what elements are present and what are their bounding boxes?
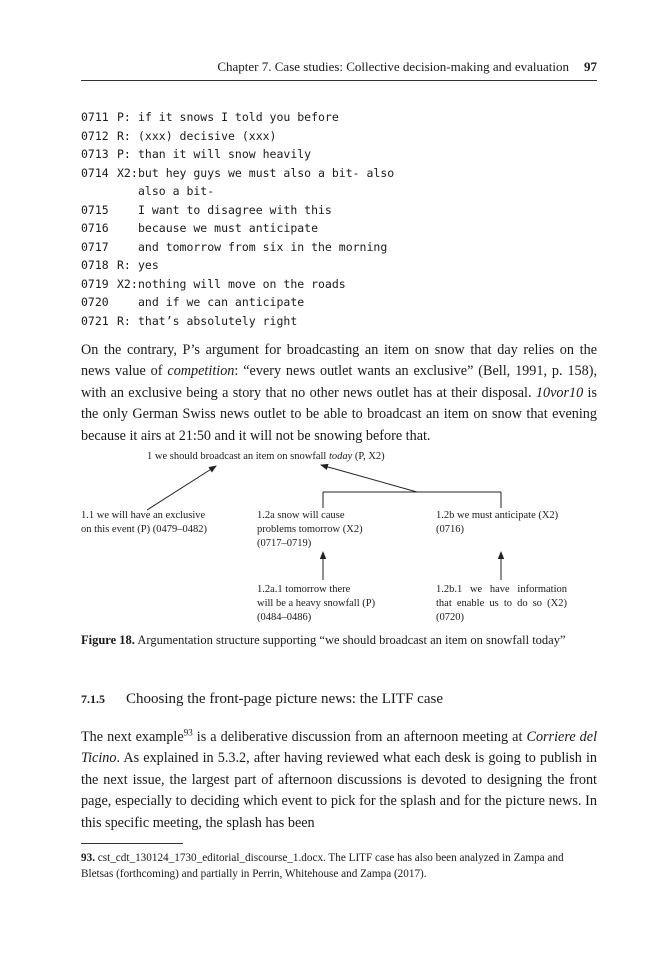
emphasis: Corriere del Ticino [81, 729, 598, 767]
node-1.2a: 1.2a snow will cause problems tomorrow (X2) (0717–0719) [257, 510, 363, 549]
body-paragraph: The next example$^{93}$ is a deliberative discussion from an afternoon meeting at Corriere del Ticino. As explained in 5.3.2, after having reviewed what each desk is going to publish in the next issue, the largest part of afternoon discussions is devoted to designing the front page, especially to deciding which event to pick for the splash and for the picture news. In this specific meeting, the splash has been [81, 727, 598, 831]
transcript-line: 0718 R: yes [81, 258, 159, 272]
arrow-1.2-to-1 [321, 465, 417, 492]
transcript-line: 0717 and tomorrow from six in the morning [81, 239, 388, 254]
arrow-1.1-to-1 [147, 466, 216, 510]
section-number: 7.1.5 [81, 692, 105, 706]
transcript [81, 108, 597, 330]
transcript-line: 0714 X2: but hey guys we must also a bit- also [81, 165, 395, 180]
transcript-line: 0715 I want to disagree with this [81, 202, 332, 217]
transcript-line: 0719 X2: nothing will move on the roads [81, 276, 346, 291]
argumentation-diagram [81, 450, 597, 628]
page-number: 97 [584, 59, 597, 74]
footnote-divider [81, 843, 183, 844]
footnote-number: 93. [81, 852, 95, 864]
figure-caption: Figure 18. Argumentation structure supporting “we should broadcast an item on snowfall today” [81, 633, 566, 647]
emphasis: competition [167, 363, 235, 380]
body-paragraph: On the contrary, P’s argument for broadcasting an item on snow that day relies on the news value of competition: “every news outlet wants an exclusive” (Bell, 1991, p. 158), with an exclusive being a story that no other news outlet has at their disposal. 10vor10 is the only German Swiss news outlet to be able to broadcast an item on snow that evening because it airs at 21:50 and it will not be snowing before that. [81, 342, 598, 444]
node-1: 1 we should broadcast an item on snowfall today (P, X2) [147, 451, 385, 462]
transcript-line: 0713 P: than it will snow heavily [81, 147, 312, 161]
figure-label: Figure 18. [81, 633, 135, 647]
section-heading [81, 691, 597, 708]
transcript-line: also a bit- [138, 184, 215, 198]
transcript-line: 0712 R: (xxx) decisive (xxx) [81, 128, 277, 143]
footnote: 93. cst_cdt_130124_1730_editorial_discourse_1.docx. The LITF case has also been analyzed in Zampa and Bletsas (forthcoming) and partially in Perrin, Whitehouse and Zampa (2017). [81, 852, 564, 880]
emphasis: 10vor10 [535, 384, 584, 401]
transcript-line: 0711 P: if it snows I told you before [81, 110, 339, 124]
section-title: Choosing the front-page picture news: the LITF case [126, 691, 443, 707]
node-1.1: 1.1 we will have an exclusive on this event (P) (0479–0482) [81, 510, 207, 535]
footnote-ref[interactable]: 93 [183, 727, 193, 738]
chapter-title: Chapter 7. Case studies: Collective decision-making and evaluation [217, 59, 569, 74]
running-header [81, 58, 597, 81]
transcript-line: 0721 R: that’s absolutely right [81, 313, 298, 328]
node-1.2a.1: 1.2a.1 tomorrow there will be a heavy snowfall (P) (0484–0486) [257, 584, 376, 623]
node-1.2b.1: 1.2b.1 we have information that enable us to do so (X2) (0720) [436, 584, 567, 623]
transcript-line: 0720 and if we can anticipate [81, 295, 305, 309]
transcript-line: 0716 because we must anticipate [81, 221, 319, 235]
node-1.2b: 1.2b we must anticipate (X2) (0716) [436, 510, 559, 535]
